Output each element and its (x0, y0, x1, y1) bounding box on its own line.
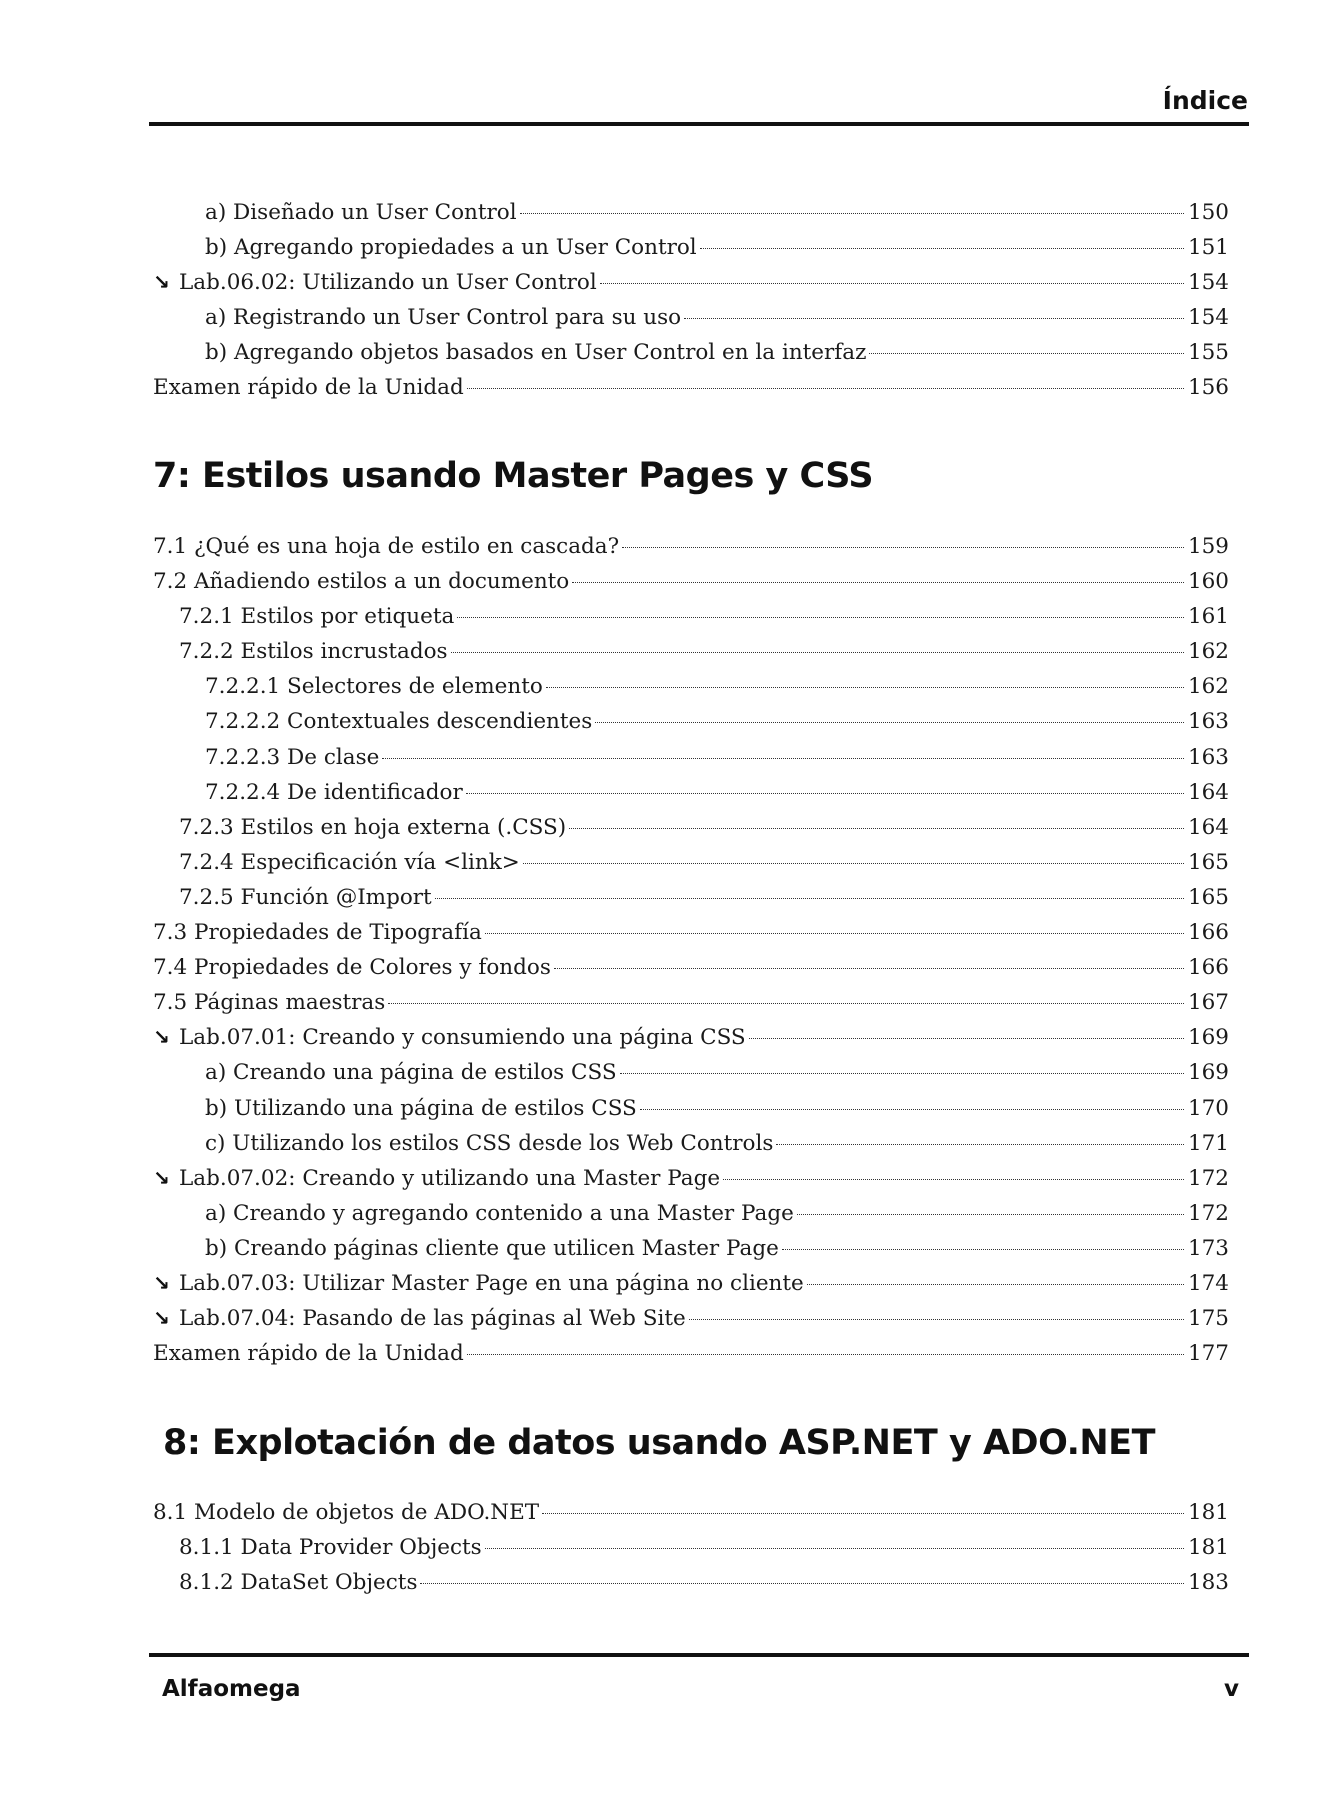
toc-entry-page: 172 (1187, 1200, 1229, 1226)
chapter-8-title: 8: Explotación de datos usando ASP.NET y ADO.NET (163, 1423, 1155, 1463)
toc-entry-label-wrap (153, 1570, 417, 1595)
toc-entry-label-wrap (153, 1131, 773, 1156)
toc-entry-page: 181 (1187, 1500, 1229, 1525)
toc-section-chapter-8 (153, 1500, 1229, 1605)
arrow-down-right-icon: ↘ (153, 1270, 170, 1295)
toc-lab-entry (153, 1166, 1229, 1201)
dot-leader (807, 1283, 1184, 1285)
toc-entry-label: a) Creando y agregando contenido a una Master Page (205, 1200, 794, 1226)
toc-entry-label: b) Agregando objetos basados en User Control en la interfaz (205, 340, 867, 366)
toc-entry-label-wrap (153, 1535, 482, 1560)
dot-leader (523, 862, 1184, 864)
toc-entry (153, 850, 1229, 885)
toc-entry-page: 171 (1187, 1130, 1229, 1156)
toc-entry-label-wrap (153, 375, 464, 400)
toc-entry-page: 169 (1187, 1060, 1229, 1086)
toc-entry-page: 162 (1187, 639, 1229, 665)
toc-entry (153, 990, 1229, 1025)
toc-entry-page: 164 (1187, 814, 1229, 840)
toc-entry (153, 674, 1229, 709)
toc-entry-label-wrap (153, 1166, 720, 1191)
dot-leader (485, 932, 1184, 934)
toc-entry-label: 7.2.2.3 De clase (205, 744, 380, 770)
toc-entry-page: 183 (1187, 1570, 1229, 1596)
toc-section-continued (153, 200, 1229, 411)
toc-entry (153, 1096, 1229, 1131)
toc-entry (153, 375, 1229, 410)
toc-entry-label-wrap (153, 1306, 686, 1331)
header-rule (149, 122, 1249, 126)
toc-entry-label: Lab.06.02: Utilizando un User Control (179, 270, 597, 296)
toc-entry-label: 7.2.2.4 De identificador (205, 779, 463, 805)
dot-leader (797, 1213, 1184, 1215)
toc-entry-label: 7.2.4 Especificación vía <link> (179, 849, 520, 875)
toc-entry-page: 170 (1187, 1095, 1229, 1121)
toc-entry (153, 569, 1229, 604)
toc-entry (153, 1201, 1229, 1236)
toc-entry-label: Lab.07.04: Pasando de las páginas al Web Site (179, 1306, 686, 1332)
toc-entry-label: 7.2.3 Estilos en hoja externa (.CSS) (179, 814, 567, 840)
toc-entry (153, 1535, 1229, 1570)
toc-entry-label: c) Utilizando los estilos CSS desde los Web Controls (205, 1130, 774, 1156)
running-header: Índice (1162, 86, 1248, 115)
dot-leader (782, 1248, 1184, 1250)
toc-entry-page: 150 (1187, 200, 1229, 225)
toc-entry-page: 164 (1187, 779, 1229, 805)
toc-entry (153, 920, 1229, 955)
toc-entry-label: 7.1 ¿Qué es una hoja de estilo en cascada? (153, 534, 620, 559)
toc-entry-label-wrap (153, 270, 597, 295)
toc-entry-label: Lab.07.03: Utilizar Master Page en una página no cliente (179, 1270, 804, 1296)
toc-entry-label: 7.2.1 Estilos por etiqueta (179, 604, 455, 630)
toc-lab-entry (153, 1271, 1229, 1306)
toc-entry-page: 154 (1187, 305, 1229, 331)
toc-entry (153, 1236, 1229, 1271)
toc-entry (153, 815, 1229, 850)
toc-entry-label-wrap (153, 639, 448, 664)
toc-lab-entry (153, 1306, 1229, 1341)
toc-entry-page: 167 (1187, 990, 1229, 1016)
toc-entry-label-wrap (153, 569, 569, 594)
toc-entry-label-wrap (153, 920, 482, 945)
toc-entry-label-wrap (153, 674, 543, 699)
toc-entry-label: 7.3 Propiedades de Tipografía (153, 920, 482, 946)
toc-entry-page: 154 (1187, 270, 1229, 296)
toc-entry (153, 200, 1229, 235)
toc-entry-label: Examen rápido de la Unidad (153, 375, 464, 401)
toc-entry-label: a) Creando una página de estilos CSS (205, 1060, 617, 1086)
dot-leader (382, 757, 1184, 759)
toc-entry-label-wrap (153, 200, 517, 225)
dot-leader (520, 212, 1184, 214)
dot-leader (600, 282, 1184, 284)
dot-leader (684, 317, 1184, 319)
toc-section-chapter-7 (153, 534, 1229, 1376)
toc-entry-page: 151 (1187, 235, 1229, 261)
dot-leader (776, 1143, 1184, 1145)
toc-entry (153, 1060, 1229, 1095)
toc-entry-label-wrap (153, 990, 385, 1015)
toc-entry (153, 235, 1229, 270)
toc-entry-label: a) Registrando un User Control para su uso (205, 305, 682, 331)
dot-leader (467, 1353, 1184, 1355)
chapter-7-title: 7: Estilos usando Master Pages y CSS (153, 456, 874, 496)
toc-entry-page: 155 (1187, 340, 1229, 366)
toc-entry-label: 7.2.2.1 Selectores de elemento (205, 674, 543, 700)
toc-entry-page: 173 (1187, 1235, 1229, 1261)
toc-entry-label: a) Diseñado un User Control (205, 200, 517, 225)
toc-entry-page: 163 (1187, 709, 1229, 735)
toc-entry-label: Lab.07.02: Creando y utilizando una Master Page (179, 1165, 721, 1191)
footer-rule (149, 1653, 1249, 1657)
dot-leader (451, 651, 1184, 653)
toc-entry (153, 305, 1229, 340)
arrow-down-right-icon: ↘ (153, 1306, 170, 1331)
toc-entry (153, 340, 1229, 375)
dot-leader (700, 247, 1184, 249)
toc-entry-label-wrap (153, 1096, 637, 1121)
dot-leader (467, 387, 1184, 389)
toc-entry (153, 955, 1229, 990)
toc-entry-page: 159 (1187, 534, 1229, 559)
toc-entry-label: b) Utilizando una página de estilos CSS (205, 1095, 637, 1121)
toc-entry-page: 165 (1187, 884, 1229, 910)
toc-entry-page: 163 (1187, 744, 1229, 770)
toc-entry-label-wrap (153, 1500, 539, 1525)
dot-leader (554, 967, 1184, 969)
toc-entry-label: 8.1.2 DataSet Objects (179, 1570, 418, 1596)
toc-entry-label-wrap (153, 850, 520, 875)
arrow-down-right-icon: ↘ (153, 270, 170, 295)
dot-leader (640, 1108, 1184, 1110)
toc-entry (153, 780, 1229, 815)
toc-entry-page: 160 (1187, 569, 1229, 595)
toc-entry-label-wrap (153, 1341, 464, 1366)
toc-entry-label: 7.2 Añadiendo estilos a un documento (153, 569, 570, 595)
dot-leader (435, 897, 1184, 899)
toc-entry-label: b) Creando páginas cliente que utilicen Master Page (205, 1235, 779, 1261)
toc-entry-page: 169 (1187, 1025, 1229, 1051)
toc-entry-label: 7.4 Propiedades de Colores y fondos (153, 955, 551, 981)
toc-entry-label-wrap (153, 885, 432, 910)
toc-entry-label-wrap (153, 235, 697, 260)
dot-leader (723, 1178, 1184, 1180)
toc-entry-label-wrap (153, 1236, 779, 1261)
dot-leader (622, 546, 1184, 548)
toc-entry-page: 156 (1187, 375, 1229, 401)
dot-leader (388, 1002, 1184, 1004)
toc-entry-label-wrap (153, 1201, 794, 1226)
dot-leader (457, 616, 1184, 618)
toc-entry-label: 8.1.1 Data Provider Objects (179, 1535, 482, 1561)
toc-entry-label: 7.5 Páginas maestras (153, 990, 386, 1016)
toc-entry-page: 177 (1187, 1341, 1229, 1367)
toc-entry (153, 1500, 1229, 1535)
toc-entry-page: 166 (1187, 955, 1229, 981)
toc-entry-label-wrap (153, 709, 592, 734)
footer-page-number: v (1224, 1676, 1239, 1702)
toc-entry (153, 1570, 1229, 1605)
toc-entry-label-wrap (153, 745, 379, 770)
toc-entry-label-wrap (153, 534, 619, 559)
toc-entry-label: 7.2.2.2 Contextuales descendientes (205, 709, 593, 735)
toc-lab-entry (153, 1025, 1229, 1060)
toc-entry-label: 8.1 Modelo de objetos de ADO.NET (153, 1500, 540, 1525)
toc-entry-label-wrap (153, 1060, 617, 1085)
toc-entry-label: 7.2.2 Estilos incrustados (179, 639, 448, 665)
toc-entry-page: 166 (1187, 920, 1229, 946)
toc-entry-label-wrap (153, 955, 551, 980)
dot-leader (572, 581, 1184, 583)
toc-entry (153, 745, 1229, 780)
dot-leader (869, 352, 1184, 354)
toc-entry-page: 181 (1187, 1535, 1229, 1561)
toc-entry (153, 1131, 1229, 1166)
toc-entry-label: Examen rápido de la Unidad (153, 1341, 464, 1367)
dot-leader (569, 827, 1184, 829)
toc-entry (153, 639, 1229, 674)
toc-entry-label-wrap (153, 780, 463, 805)
toc-entry-label: 7.2.5 Función @Import (179, 884, 432, 910)
toc-entry-label: b) Agregando propiedades a un User Control (205, 235, 697, 261)
toc-entry-page: 174 (1187, 1270, 1229, 1296)
dot-leader (595, 721, 1184, 723)
dot-leader (749, 1037, 1184, 1039)
dot-leader (420, 1582, 1183, 1584)
toc-entry-label: Lab.07.01: Creando y consumiendo una página CSS (179, 1025, 746, 1051)
toc-entry-label-wrap (153, 305, 681, 330)
toc-entry-label-wrap (153, 1271, 804, 1296)
toc-entry-page: 175 (1187, 1306, 1229, 1332)
dot-leader (689, 1318, 1184, 1320)
footer-publisher: Alfaomega (162, 1676, 301, 1702)
toc-entry-label-wrap (153, 1025, 746, 1050)
dot-leader (542, 1512, 1184, 1514)
dot-leader (466, 792, 1184, 794)
toc-entry-page: 162 (1187, 674, 1229, 700)
toc-entry-page: 165 (1187, 849, 1229, 875)
toc-entry (153, 885, 1229, 920)
toc-entry (153, 709, 1229, 744)
toc-entry-label-wrap (153, 815, 566, 840)
toc-lab-entry (153, 270, 1229, 305)
toc-entry-label-wrap (153, 604, 454, 629)
toc-entry (153, 604, 1229, 639)
dot-leader (485, 1547, 1184, 1549)
toc-entry-page: 161 (1187, 604, 1229, 630)
toc-entry (153, 1341, 1229, 1376)
toc-entry-page: 172 (1187, 1165, 1229, 1191)
toc-entry (153, 534, 1229, 569)
arrow-down-right-icon: ↘ (153, 1165, 170, 1190)
dot-leader (620, 1072, 1184, 1074)
arrow-down-right-icon: ↘ (153, 1025, 170, 1050)
dot-leader (546, 686, 1184, 688)
toc-entry-label-wrap (153, 340, 866, 365)
